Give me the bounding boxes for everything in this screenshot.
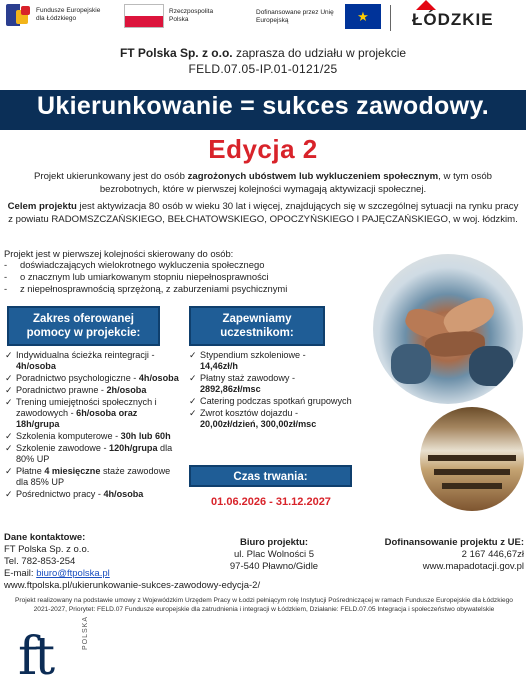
page-title: Ukierunkowanie = sukces zawodowy. [37, 92, 489, 120]
office-city: 97-540 Pławno/Gidle [229, 561, 319, 572]
funding-block [360, 537, 524, 573]
project-code: FELD.07.05-IP.01-0121/25 [188, 62, 338, 76]
list-item: ✓ Szkolenia komputerowe - 30h lub 60h [5, 431, 171, 441]
edition-title: Edycja 2 [208, 134, 318, 164]
check-icon: ✓ [5, 385, 13, 395]
check-icon: ✓ [5, 350, 13, 360]
check-icon: ✓ [189, 408, 197, 418]
check-icon: ✓ [5, 431, 13, 441]
contact-block [4, 532, 110, 580]
list-item: ✓ Stypendium szkoleniowe - 14,46zł/h [189, 350, 306, 371]
list-item: - z niepełnosprawnością sprzężoną, z zaburzeniami psychicznymi [4, 283, 288, 294]
list-item: - o znacznym lub umiarkowanym stopniu niepełnosprawności [4, 271, 269, 282]
funding-amount: 2 167 446,67zł [461, 549, 524, 560]
fe-logo [6, 4, 106, 26]
eu-flag-icon: ★ [345, 4, 381, 29]
list-item: ✓ Poradnictwo psychologiczne - 4h/osoba [5, 373, 179, 383]
logo-divider [390, 5, 391, 31]
invitation-line [0, 46, 526, 60]
check-icon: ✓ [5, 373, 13, 383]
list-item: - doświadczających wielokrotnego wykluczenia społecznego [4, 259, 265, 270]
support-list [5, 350, 180, 501]
fe-logo-text: Fundusze Europejskie dla Łódzkiego [36, 7, 101, 22]
check-icon: ✓ [5, 489, 13, 499]
company-name: FT Polska Sp. z o.o. [119, 46, 233, 60]
list-item: ✓ Zwrot kosztów dojazdu - 20,00zł/dzień, 300,00zł/msc [189, 408, 317, 429]
ft-polska-wordmark: POLSKA [82, 615, 89, 650]
support-scope-header: Zakres oferowanej pomocy w projekcie: [7, 306, 160, 346]
check-icon: ✓ [189, 396, 197, 406]
polish-flag-icon [124, 4, 164, 28]
logo-strip [0, 0, 526, 40]
hands-together-photo [373, 254, 523, 404]
office-block [215, 537, 333, 573]
list-item: ✓ Płatne 4 miesięczne staże zawodowe dla 85% UP [5, 466, 171, 487]
list-item: ✓ Indywidualna ścieżka reintegracji - 4h/osoba [5, 350, 155, 371]
funding-site-link[interactable]: www.mapadotacji.gov.pl [422, 561, 524, 572]
project-description: Projekt ukierunkowany jest do osób zagrożonych ubóstwem lub wykluczeniem społecznym, w tym osób bezrobotnych, które w pierwszej kolejności wymagają aktywizacji społecznej. [33, 171, 492, 195]
list-item: ✓ Trening umiejętności społecznych i zawodowych - 6h/osoba oraz 18h/grupa [5, 397, 157, 429]
duration-header: Czas trwania: [189, 465, 352, 487]
check-icon: ✓ [5, 443, 13, 453]
classroom-photo [420, 407, 524, 511]
project-goal: Celem projektu jest aktywizacja 80 osób w wieku 30 lat i więcej, znajdujących się w szczególnej sytuacji na rynku pracy z powiatu RADOMSZCZAŃSKIEGO, BEŁCHATOWSKIEGO, OPOCZYŃSKIEGO I PAJĘCZAŃSKIEGO, w woj. łódzkim. [7, 201, 519, 225]
list-item: ✓ Płatny staż zawodowy - 2892,86zł/msc [189, 373, 296, 394]
contact-heading: Dane kontaktowe: [4, 532, 86, 543]
contact-email-line: E-mail: biuro@ftpolska.pl [4, 568, 110, 579]
contact-phone: Tel. 782-853-254 [4, 556, 76, 567]
office-heading: Biuro projektu: [239, 537, 309, 548]
project-dates: 01.06.2026 - 31.12.2027 [211, 496, 331, 508]
rp-logo [124, 4, 225, 28]
check-icon: ✓ [5, 466, 13, 476]
target-list [4, 259, 364, 295]
legal-note: Projekt realizowany na podstawie umowy z Wojewódzkim Urzędem Pracy w Łodzi pełniącym rolę Instytucji Pośredniczącej w ramach Fundusze Europejskie dla Łódzkiego 2021-2027, Priorytet: FELD.07 Fundusze europejskie dla zatrudnienia i integracji w Łódzkiem, Działanie: FELD.07.05 Integracja i społeczeństwo obywatelskie [15, 597, 513, 613]
list-item: ✓ Poradnictwo prawne - 2h/osoba [5, 385, 147, 395]
lodzkie-roof-icon [416, 0, 436, 10]
contact-company: FT Polska Sp. z o.o. [4, 544, 90, 555]
eu-logo [256, 4, 381, 29]
benefits-list [189, 350, 364, 431]
target-intro: Projekt jest w pierwszej kolejności skierowany do osób: [4, 248, 234, 259]
list-item: ✓ Szkolenie zawodowe - 120h/grupa dla 80% UP [5, 443, 173, 464]
funding-heading: Dofinansowanie projektu z UE: [384, 537, 524, 548]
office-street: ul. Plac Wolności 5 [233, 549, 315, 560]
rp-logo-text: Rzeczpospolita Polska [169, 8, 214, 23]
project-url-link[interactable]: www.ftpolska.pl/ukierunkowanie-sukces-zawodowy-edycja-2/ [4, 580, 261, 591]
eu-logo-text: Dofinansowane przez Unię Europejską [256, 8, 334, 24]
ft-polska-logo: ft [18, 627, 53, 675]
invitation-text: zaprasza do udziału w projekcie [232, 46, 407, 60]
participant-benefits-header: Zapewniamy uczestnikom: [189, 306, 325, 346]
lodzkie-logo: ŁÓDZKIE [412, 10, 494, 29]
email-link[interactable]: biuro@ftpolska.pl [36, 568, 110, 579]
list-item: ✓ Pośrednictwo pracy - 4h/osoba [5, 489, 144, 499]
check-icon: ✓ [189, 373, 197, 383]
check-icon: ✓ [189, 350, 197, 360]
check-icon: ✓ [5, 397, 13, 407]
list-item: ✓ Catering podczas spotkań grupowych [189, 396, 352, 406]
fe-emblem-icon [6, 4, 32, 26]
